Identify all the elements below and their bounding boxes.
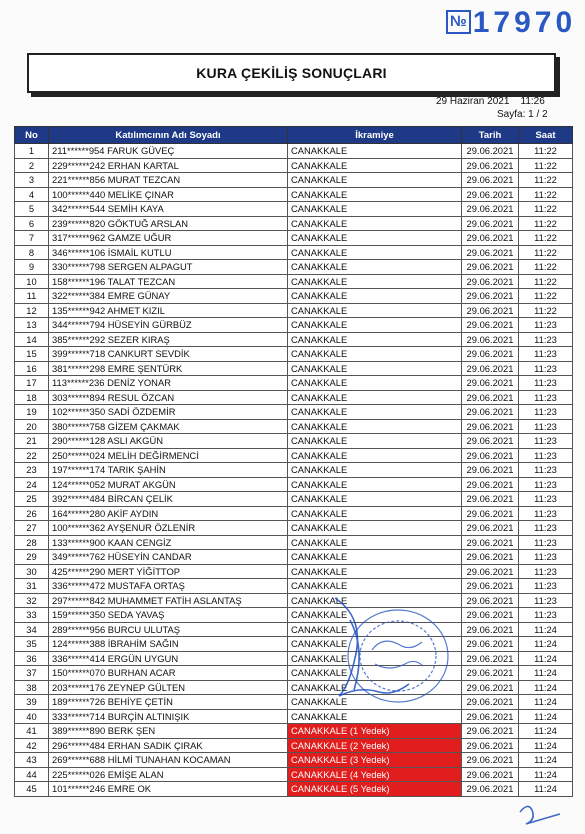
row-number: 22 [15, 448, 49, 463]
participant-name: 289******956 BURCU ULUTAŞ [49, 622, 288, 637]
prize: CANAKKALE [288, 535, 462, 550]
draw-date: 29.06.2021 [462, 477, 519, 492]
table-row [15, 506, 573, 521]
row-number: 21 [15, 434, 49, 449]
prize: CANAKKALE [288, 680, 462, 695]
draw-date: 29.06.2021 [462, 274, 519, 289]
prize: CANAKKALE [288, 158, 462, 173]
prize: CANAKKALE [288, 608, 462, 623]
participant-name: 221******856 MURAT TEZCAN [49, 173, 288, 188]
prize: CANAKKALE [288, 593, 462, 608]
table-row [15, 390, 573, 405]
participant-name: 150******070 BURHAN ACAR [49, 666, 288, 681]
draw-time: 11:24 [519, 651, 573, 666]
row-number: 8 [15, 245, 49, 260]
draw-date: 29.06.2021 [462, 434, 519, 449]
participant-name: 336******472 MUSTAFA ORTAŞ [49, 579, 288, 594]
table-row [15, 593, 573, 608]
column-header-name: Katılımcının Adı Soyadı [49, 127, 288, 144]
draw-date: 29.06.2021 [462, 289, 519, 304]
table-row [15, 564, 573, 579]
draw-date: 29.06.2021 [462, 680, 519, 695]
prize: CANAKKALE (3 Yedek) [288, 753, 462, 768]
participant-name: 124******388 İBRAHİM SAĞIN [49, 637, 288, 652]
row-number: 6 [15, 216, 49, 231]
draw-date: 29.06.2021 [462, 782, 519, 797]
participant-name: 239******820 GÖKTUĞ ARSLAN [49, 216, 288, 231]
table-row [15, 579, 573, 594]
participant-name: 317******962 GAMZE UĞUR [49, 231, 288, 246]
table-row [15, 680, 573, 695]
table-row [15, 376, 573, 391]
participant-name: 269******688 HİLMİ TUNAHAN KOCAMAN [49, 753, 288, 768]
draw-time: 11:23 [519, 463, 573, 478]
row-number: 30 [15, 564, 49, 579]
participant-name: 100******440 MELİKE ÇINAR [49, 187, 288, 202]
prize: CANAKKALE [288, 245, 462, 260]
prize: CANAKKALE (1 Yedek) [288, 724, 462, 739]
draw-date: 29.06.2021 [462, 173, 519, 188]
table-row [15, 419, 573, 434]
draw-date: 29.06.2021 [462, 347, 519, 362]
participant-name: 303******894 RESUL ÖZCAN [49, 390, 288, 405]
table-row [15, 738, 573, 753]
participant-name: 380******758 GİZEM ÇAKMAK [49, 419, 288, 434]
draw-time: 11:23 [519, 506, 573, 521]
prize: CANAKKALE [288, 637, 462, 652]
prize: CANAKKALE [288, 260, 462, 275]
table-row [15, 187, 573, 202]
row-number: 28 [15, 535, 49, 550]
prize: CANAKKALE [288, 202, 462, 217]
row-number: 1 [15, 144, 49, 159]
draw-date: 29.06.2021 [462, 767, 519, 782]
column-header-date: Tarih [462, 127, 519, 144]
table-row [15, 347, 573, 362]
draw-date: 29.06.2021 [462, 260, 519, 275]
prize: CANAKKALE [288, 419, 462, 434]
prize: CANAKKALE [288, 274, 462, 289]
row-number: 14 [15, 332, 49, 347]
participant-name: 189******726 BEHİYE ÇETİN [49, 695, 288, 710]
table-row [15, 303, 573, 318]
draw-date: 29.06.2021 [462, 724, 519, 739]
draw-time: 11:24 [519, 680, 573, 695]
draw-date: 29.06.2021 [462, 753, 519, 768]
table-row [15, 709, 573, 724]
participant-name: 346******106 İSMAİL KUTLU [49, 245, 288, 260]
draw-date: 29.06.2021 [462, 419, 519, 434]
table-row [15, 637, 573, 652]
participant-name: 296******484 ERHAN SADIK ÇIRAK [49, 738, 288, 753]
draw-time: 11:22 [519, 245, 573, 260]
participant-name: 344******794 HÜSEYİN GÜRBÜZ [49, 318, 288, 333]
row-number: 13 [15, 318, 49, 333]
prize: CANAKKALE [288, 579, 462, 594]
draw-date: 29.06.2021 [462, 361, 519, 376]
table-body [15, 144, 573, 797]
table-row [15, 550, 573, 565]
participant-name: 159******350 SEDA YAVAŞ [49, 608, 288, 623]
row-number: 3 [15, 173, 49, 188]
draw-time: 11:24 [519, 695, 573, 710]
draw-time: 11:23 [519, 521, 573, 536]
row-number: 38 [15, 680, 49, 695]
row-number: 34 [15, 622, 49, 637]
document-number-stamp [446, 6, 576, 40]
participant-name: 336******414 ERGÜN UYGUN [49, 651, 288, 666]
column-header-prize: İkramiye [288, 127, 462, 144]
prize: CANAKKALE [288, 376, 462, 391]
row-number: 2 [15, 158, 49, 173]
table-row [15, 753, 573, 768]
prize: CANAKKALE [288, 332, 462, 347]
draw-date: 29.06.2021 [462, 463, 519, 478]
row-number: 15 [15, 347, 49, 362]
table-row [15, 477, 573, 492]
row-number: 9 [15, 260, 49, 275]
prize: CANAKKALE [288, 448, 462, 463]
draw-time: 11:24 [519, 767, 573, 782]
draw-date: 29.06.2021 [462, 535, 519, 550]
table-row [15, 231, 573, 246]
prize: CANAKKALE [288, 463, 462, 478]
row-number: 12 [15, 303, 49, 318]
prize: CANAKKALE [288, 506, 462, 521]
table-row [15, 492, 573, 507]
draw-date: 29.06.2021 [462, 144, 519, 159]
draw-time: 11:23 [519, 361, 573, 376]
table-row [15, 245, 573, 260]
participant-name: 100******362 AYŞENUR ÖZLENİR [49, 521, 288, 536]
table-row [15, 651, 573, 666]
prize: CANAKKALE [288, 303, 462, 318]
table-row [15, 695, 573, 710]
row-number: 7 [15, 231, 49, 246]
row-number: 11 [15, 289, 49, 304]
row-number: 20 [15, 419, 49, 434]
prize: CANAKKALE [288, 289, 462, 304]
prize: CANAKKALE [288, 666, 462, 681]
draw-time: 11:23 [519, 390, 573, 405]
row-number: 32 [15, 593, 49, 608]
draw-time: 11:22 [519, 187, 573, 202]
participant-name: 349******762 HÜSEYİN CANDAR [49, 550, 288, 565]
row-number: 43 [15, 753, 49, 768]
prize: CANAKKALE [288, 709, 462, 724]
row-number: 33 [15, 608, 49, 623]
row-number: 4 [15, 187, 49, 202]
draw-time: 11:24 [519, 666, 573, 681]
participant-name: 102******350 SADİ ÖZDEMİR [49, 405, 288, 420]
draw-date: 29.06.2021 [462, 318, 519, 333]
draw-date: 29.06.2021 [462, 666, 519, 681]
row-number: 41 [15, 724, 49, 739]
row-number: 31 [15, 579, 49, 594]
row-number: 29 [15, 550, 49, 565]
draw-time: 11:23 [519, 448, 573, 463]
draw-time: 11:23 [519, 492, 573, 507]
table-row [15, 173, 573, 188]
prize: CANAKKALE [288, 695, 462, 710]
prize: CANAKKALE [288, 622, 462, 637]
table-row [15, 767, 573, 782]
participant-name: 211******954 FARUK GÜVEÇ [49, 144, 288, 159]
participant-name: 297******842 MUHAMMET FATİH ASLANTAŞ [49, 593, 288, 608]
draw-date: 29.06.2021 [462, 622, 519, 637]
participant-name: 113******236 DENİZ YONAR [49, 376, 288, 391]
column-header-no: No [15, 127, 49, 144]
participant-name: 124******052 MURAT AKGÜN [49, 477, 288, 492]
participant-name: 225******026 EMİŞE ALAN [49, 767, 288, 782]
participant-name: 229******242 ERHAN KARTAL [49, 158, 288, 173]
prize: CANAKKALE [288, 564, 462, 579]
participant-name: 101******246 EMRE OK [49, 782, 288, 797]
prize: CANAKKALE [288, 477, 462, 492]
draw-time: 11:23 [519, 593, 573, 608]
draw-date: 29.06.2021 [462, 187, 519, 202]
draw-time: 11:24 [519, 782, 573, 797]
prize: CANAKKALE [288, 173, 462, 188]
draw-time: 11:23 [519, 419, 573, 434]
row-number: 45 [15, 782, 49, 797]
draw-time: 11:23 [519, 608, 573, 623]
draw-date: 29.06.2021 [462, 709, 519, 724]
draw-date: 29.06.2021 [462, 564, 519, 579]
draw-time: 11:22 [519, 173, 573, 188]
report-time: 11:26 [520, 96, 545, 107]
draw-date: 29.06.2021 [462, 521, 519, 536]
draw-date: 29.06.2021 [462, 593, 519, 608]
draw-time: 11:23 [519, 376, 573, 391]
row-number: 17 [15, 376, 49, 391]
page-indicator: Sayfa: 1 / 2 [497, 109, 548, 120]
draw-time: 11:24 [519, 724, 573, 739]
draw-time: 11:23 [519, 318, 573, 333]
draw-time: 11:22 [519, 303, 573, 318]
participant-name: 290******128 ASLI AKGÜN [49, 434, 288, 449]
title-box [27, 53, 556, 93]
participant-name: 389******890 BERK ŞEN [49, 724, 288, 739]
draw-time: 11:22 [519, 216, 573, 231]
number-sign: № [446, 10, 471, 34]
row-number: 36 [15, 651, 49, 666]
draw-date: 29.06.2021 [462, 637, 519, 652]
report-datetime [436, 96, 545, 107]
row-number: 5 [15, 202, 49, 217]
row-number: 37 [15, 666, 49, 681]
prize: CANAKKALE [288, 318, 462, 333]
table-row [15, 463, 573, 478]
draw-date: 29.06.2021 [462, 738, 519, 753]
table-header-row [15, 127, 573, 144]
draw-time: 11:24 [519, 738, 573, 753]
draw-time: 11:23 [519, 477, 573, 492]
draw-time: 11:22 [519, 202, 573, 217]
draw-date: 29.06.2021 [462, 303, 519, 318]
table-row [15, 260, 573, 275]
results-table [14, 126, 573, 797]
row-number: 44 [15, 767, 49, 782]
prize: CANAKKALE (2 Yedek) [288, 738, 462, 753]
row-number: 39 [15, 695, 49, 710]
document-number: 17970 [472, 6, 577, 39]
draw-time: 11:22 [519, 158, 573, 173]
table-row [15, 202, 573, 217]
row-number: 16 [15, 361, 49, 376]
draw-date: 29.06.2021 [462, 608, 519, 623]
participant-name: 381******298 EMRE ŞENTÜRK [49, 361, 288, 376]
table-row [15, 405, 573, 420]
prize: CANAKKALE [288, 492, 462, 507]
prize: CANAKKALE [288, 651, 462, 666]
table-row [15, 521, 573, 536]
prize: CANAKKALE [288, 434, 462, 449]
prize: CANAKKALE (4 Yedek) [288, 767, 462, 782]
draw-time: 11:23 [519, 535, 573, 550]
draw-date: 29.06.2021 [462, 332, 519, 347]
draw-time: 11:23 [519, 405, 573, 420]
prize: CANAKKALE [288, 187, 462, 202]
participant-name: 135******942 AHMET KIZIL [49, 303, 288, 318]
table-row [15, 289, 573, 304]
draw-date: 29.06.2021 [462, 579, 519, 594]
draw-date: 29.06.2021 [462, 245, 519, 260]
draw-date: 29.06.2021 [462, 448, 519, 463]
draw-date: 29.06.2021 [462, 550, 519, 565]
prize: CANAKKALE [288, 347, 462, 362]
prize: CANAKKALE [288, 231, 462, 246]
prize: CANAKKALE [288, 361, 462, 376]
row-number: 35 [15, 637, 49, 652]
row-number: 27 [15, 521, 49, 536]
draw-time: 11:24 [519, 753, 573, 768]
participant-name: 333******714 BURÇİN ALTINIŞIK [49, 709, 288, 724]
row-number: 25 [15, 492, 49, 507]
draw-time: 11:23 [519, 332, 573, 347]
draw-time: 11:23 [519, 579, 573, 594]
participant-name: 425******290 MERT YİĞİTTOP [49, 564, 288, 579]
draw-time: 11:22 [519, 274, 573, 289]
draw-date: 29.06.2021 [462, 216, 519, 231]
table-row [15, 361, 573, 376]
participant-name: 197******174 TARIK ŞAHİN [49, 463, 288, 478]
table-row [15, 448, 573, 463]
row-number: 18 [15, 390, 49, 405]
table-row [15, 144, 573, 159]
table-row [15, 332, 573, 347]
participant-name: 203******176 ZEYNEP GÜLTEN [49, 680, 288, 695]
prize: CANAKKALE [288, 550, 462, 565]
table-row [15, 434, 573, 449]
participant-name: 399******718 CANKURT SEVDİK [49, 347, 288, 362]
draw-time: 11:22 [519, 289, 573, 304]
draw-time: 11:24 [519, 709, 573, 724]
draw-date: 29.06.2021 [462, 376, 519, 391]
draw-date: 29.06.2021 [462, 405, 519, 420]
row-number: 40 [15, 709, 49, 724]
prize: CANAKKALE [288, 216, 462, 231]
draw-date: 29.06.2021 [462, 506, 519, 521]
draw-date: 29.06.2021 [462, 390, 519, 405]
table-row [15, 318, 573, 333]
draw-time: 11:22 [519, 231, 573, 246]
table-row [15, 724, 573, 739]
table-row [15, 666, 573, 681]
table-row [15, 158, 573, 173]
table-row [15, 216, 573, 231]
draw-time: 11:22 [519, 260, 573, 275]
draw-time: 11:22 [519, 144, 573, 159]
participant-name: 322******384 EMRE GÜNAY [49, 289, 288, 304]
row-number: 26 [15, 506, 49, 521]
draw-time: 11:24 [519, 622, 573, 637]
column-header-time: Saat [519, 127, 573, 144]
participant-name: 392******484 BİRCAN ÇELİK [49, 492, 288, 507]
table-row [15, 535, 573, 550]
prize: CANAKKALE [288, 405, 462, 420]
participant-name: 330******798 SERGEN ALPAGUT [49, 260, 288, 275]
row-number: 23 [15, 463, 49, 478]
participant-name: 164******280 AKİF AYDIN [49, 506, 288, 521]
draw-time: 11:23 [519, 434, 573, 449]
participant-name: 342******544 SEMİH KAYA [49, 202, 288, 217]
draw-date: 29.06.2021 [462, 202, 519, 217]
prize: CANAKKALE [288, 390, 462, 405]
report-date: 29 Haziran 2021 [436, 96, 510, 107]
table-row [15, 622, 573, 637]
draw-time: 11:23 [519, 347, 573, 362]
page-title: KURA ÇEKİLİŞ SONUÇLARI [196, 65, 387, 81]
prize: CANAKKALE (5 Yedek) [288, 782, 462, 797]
draw-date: 29.06.2021 [462, 695, 519, 710]
draw-date: 29.06.2021 [462, 231, 519, 246]
draw-time: 11:24 [519, 637, 573, 652]
draw-date: 29.06.2021 [462, 158, 519, 173]
draw-time: 11:23 [519, 550, 573, 565]
participant-name: 158******196 TALAT TEZCAN [49, 274, 288, 289]
prize: CANAKKALE [288, 144, 462, 159]
draw-time: 11:23 [519, 564, 573, 579]
table-row [15, 782, 573, 797]
row-number: 42 [15, 738, 49, 753]
participant-name: 250******024 MELİH DEĞİRMENCİ [49, 448, 288, 463]
table-row [15, 274, 573, 289]
participant-name: 133******900 KAAN CENGİZ [49, 535, 288, 550]
participant-name: 385******292 SEZER KIRAŞ [49, 332, 288, 347]
draw-date: 29.06.2021 [462, 651, 519, 666]
table-row [15, 608, 573, 623]
row-number: 24 [15, 477, 49, 492]
draw-date: 29.06.2021 [462, 492, 519, 507]
row-number: 19 [15, 405, 49, 420]
prize: CANAKKALE [288, 521, 462, 536]
row-number: 10 [15, 274, 49, 289]
